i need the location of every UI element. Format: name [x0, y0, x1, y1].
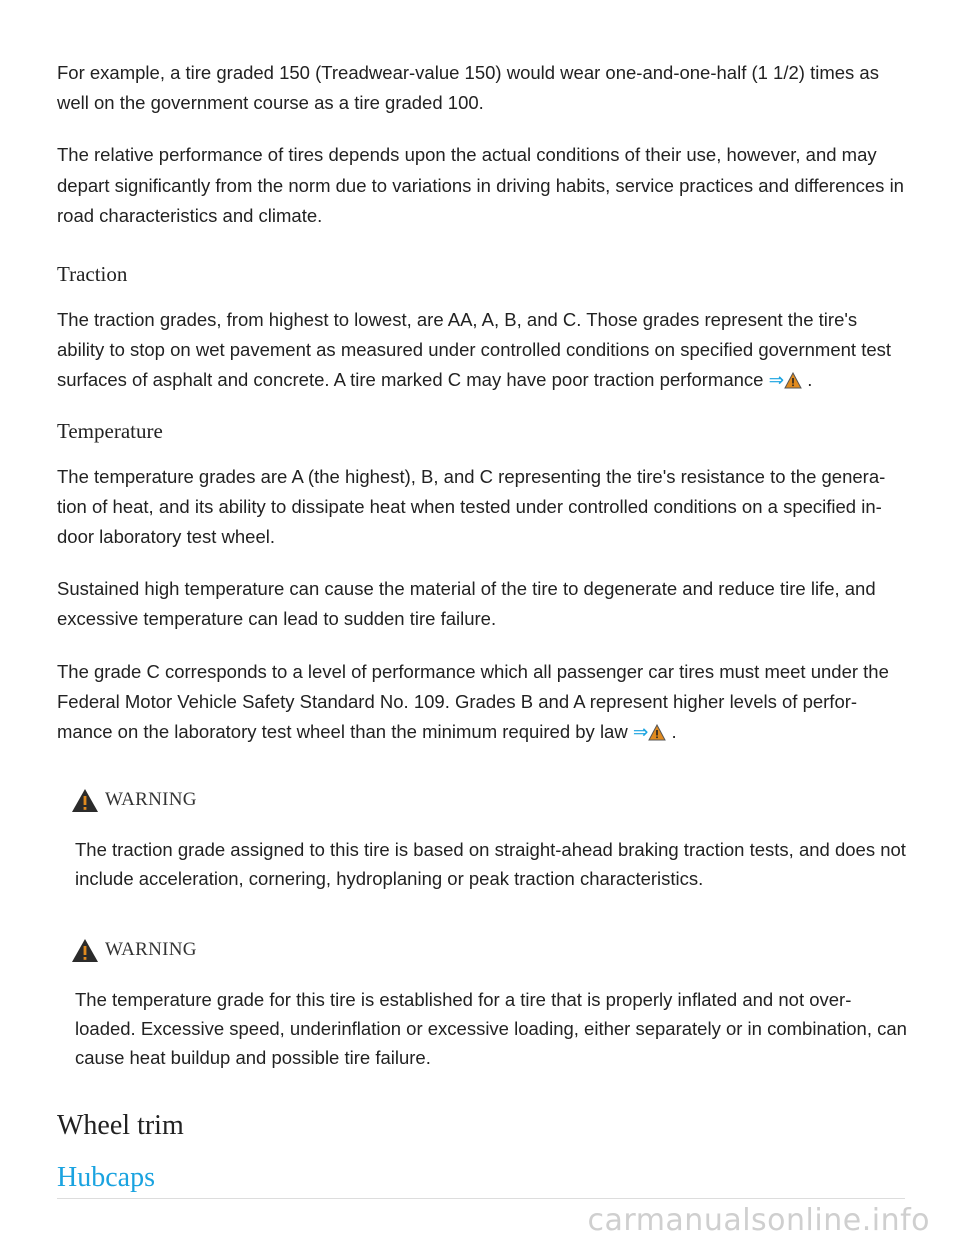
- warning-label: WARNING: [105, 789, 197, 811]
- warning-triangle-icon: [71, 788, 99, 813]
- traction-text: The traction grades, from highest to lowest, are AA, A, B, and C. Those grades represent the tire's ability to stop on wet pavement as measured under controlled conditions on specified government test surfaces of asphalt and concrete. A tire marked C may have poor traction performance: [57, 309, 892, 391]
- warning-triangle-icon: [71, 938, 99, 963]
- arrow-icon: ⇒: [632, 721, 649, 743]
- section-heading-wheel-trim: Wheel trim: [57, 1110, 184, 1142]
- paragraph-traction: [57, 305, 907, 396]
- warning-box-temperature: [71, 937, 907, 1072]
- paragraph-grade-c: [57, 657, 907, 748]
- heading-traction: Traction: [57, 262, 128, 287]
- warning-box-traction: [71, 787, 907, 893]
- arrow-icon: ⇒: [768, 369, 785, 391]
- paragraph-sustained-temperature: Sustained high temperature can cause the material of the tire to degenerate and reduce tire life, and excessive temperature can lead to sudden tire failure.: [57, 578, 876, 630]
- warning-header: [71, 937, 907, 963]
- heading-temperature: Temperature: [57, 418, 163, 443]
- warning-text: The temperature grade for this tire is established for a tire that is properly inflated and not over-loaded. Excessive speed, underinflation or excessive loading, either separately or in combination, can cause heat buildup and possible tire failure.: [75, 989, 907, 1069]
- warning-label: WARNING: [105, 939, 197, 961]
- warning-text: The traction grade assigned to this tire is based on straight-ahead braking traction tests, and does not include acceleration, cornering, hydroplaning or peak traction characteristics.: [75, 839, 906, 890]
- warning-triangle-icon: [648, 724, 666, 741]
- manual-page-content: [57, 58, 907, 1199]
- section-link-hubcaps[interactable]: Hubcaps: [57, 1162, 155, 1194]
- traction-warning-link[interactable]: [769, 369, 803, 390]
- grade-c-end: .: [671, 721, 677, 743]
- warning-triangle-icon: [784, 372, 802, 389]
- grade-c-text: The grade C corresponds to a level of performance which all passenger car tires must meet under the Federal Motor Vehicle Safety Standard No. 109. Grades B and A represent higher levels of perfor-mance on the laboratory test wheel than the minimum required by law: [57, 660, 889, 743]
- paragraph-temperature-grades: The temperature grades are A (the highest), B, and C representing the tire's resistance to the genera-tion of heat, and its ability to dissipate heat when tested under controlled conditions on a specified in-door laboratory test wheel.: [57, 465, 886, 548]
- traction-end: .: [807, 369, 813, 391]
- watermark: carmanualsonline.info: [587, 1203, 930, 1238]
- paragraph-relative-performance: The relative performance of tires depends upon the actual conditions of their use, however, and may depart significantly from the norm due to variations in driving habits, service practices and differences in road characteristics and climate.: [57, 144, 904, 226]
- warning-header: [71, 787, 907, 813]
- section-divider: [57, 1198, 905, 1199]
- paragraph-treadwear-example: For example, a tire graded 150 (Treadwear-value 150) would wear one-and-one-half (1 1/2) times as well on the government course as a tire graded 100.: [57, 62, 879, 114]
- temperature-warning-link[interactable]: [633, 721, 667, 742]
